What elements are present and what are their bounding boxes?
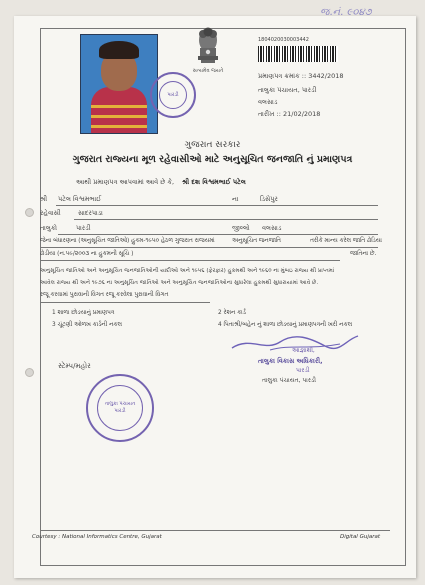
handwritten-note: જ.નં. ૯૦૪૭ xyxy=(320,7,372,18)
issue-date: તારીખ :: 21/02/2018 xyxy=(258,110,321,118)
resident-value: સાદરપાડા xyxy=(78,209,103,217)
schedule-line-a: જેના બંધારણના (અનુસૂચિત જાતિઓ) હુકમ-૧૯૫૦ હેઠળ ગુજરાત રાજયમાં xyxy=(40,238,215,244)
issuing-office: તાલુકા પંચાયત, પારડી xyxy=(258,86,317,94)
paragraph-line-1: અનુસૂચિત જાતિઓ અને અનુસૂચિત જનજાતિઓની યાદીઓ અને ૧૯૫૬ (ફેરફાર) હુકમથી અને ૧૯૬૦ ના મુંબઇ રાજ્ય થી પ્રાપ્તમાં xyxy=(40,268,335,274)
holder-name: શ્રી દશ વિશ્વમભાઈ પટેલ xyxy=(182,178,246,186)
order-reference: ઢોડીયા (ન.૫૯/૨૦૦૩ ના હુકમની સૂચિ ) xyxy=(40,251,134,257)
village-label: ના xyxy=(232,195,239,203)
office-seal: તાલુકા પંચાયત પારડી xyxy=(86,374,154,442)
underline xyxy=(58,234,378,235)
document-item: 4 પિતાશ્રી/બહેન નું શાળા છોડયાનું પ્રમાણપત્રની ખરી નકલ xyxy=(218,322,352,328)
signature-line-4: તાલુકા પંચાયત, પારડી xyxy=(262,377,316,384)
document-item: 1 શાળા છોડયાનું પ્રમાણપત્ર xyxy=(52,310,115,316)
government-heading: ગુજરાત સરકાર xyxy=(184,140,241,150)
certificate-title: ગુજરાત રાજ્યના મૂળ રહેવાસીઓ માટે અનુસૂચિત જનજાતિ નું પ્રમાણપત્ર xyxy=(72,154,353,165)
national-emblem-icon xyxy=(192,26,224,68)
underline xyxy=(56,205,378,206)
stamp-label: સ્ટેમ્પ/મહોર xyxy=(58,362,91,370)
footer-courtesy: Courtesy : National Informatics Centre, Gujarat xyxy=(32,534,162,540)
signature-line-3: પારડી xyxy=(296,367,310,374)
barcode xyxy=(258,46,338,62)
intro-text: આથી પ્રમાણપત્ર આપવામાં આવે છે કે, xyxy=(76,178,175,186)
document-item: 2 રેશન કાર્ડ xyxy=(218,310,246,316)
footer-rule xyxy=(40,530,390,531)
footer-brand: Digital Gujarat xyxy=(340,534,381,540)
applicant-photo xyxy=(80,34,158,134)
signature-line-1: આજ્ઞાથી, xyxy=(292,347,315,354)
paragraph-line-2: આવેલ રાજ્ય થી અને ૧૯૭૬ ના અનુસૂચિત જાતિઓ અને અનુસૂચિત જનજાતિઓના સુધારેલા હુકમથી સુધારાયામાં આવે છે. xyxy=(40,280,319,286)
district-value: વલસાડ xyxy=(262,224,282,232)
taluka-value: પારડી xyxy=(76,224,91,232)
schedule-line-b: અનુસૂચિત જનજાતિ xyxy=(232,238,281,244)
barcode-number: 1804020030003442 xyxy=(258,37,309,43)
underline xyxy=(74,219,378,220)
office-seal-photo: પારડી xyxy=(150,72,196,118)
cert-number: પ્રમાણપત્ર ક્રમાંક :: 3442/2018 xyxy=(258,72,344,80)
underline xyxy=(40,247,378,248)
document-item: 3 ચૂંટણી ઓળખ કાર્ડની નકલ xyxy=(52,322,122,328)
punch-hole xyxy=(25,208,34,217)
name-prefix: શ્રી xyxy=(40,195,48,203)
documents-heading: રજૂ કરવામાં પુરાવાની વિગત રજૂ કરવેલા પુરાવાની વિગત xyxy=(40,292,169,298)
father-name: પટેલ વિશ્વમભાઈ xyxy=(58,195,102,203)
underline xyxy=(40,302,210,303)
signature-line-2: તાલુકા વિકાસ અધિકારી, xyxy=(258,357,323,365)
village-value: ડિસેપુર xyxy=(260,195,278,203)
punch-hole xyxy=(25,368,34,377)
taluka-label: તાલુકો xyxy=(40,224,58,232)
caste-suffix: જાતિના છે. xyxy=(350,251,377,257)
resident-label: રહેવાસી xyxy=(40,209,61,217)
issuing-district: વલસાડ xyxy=(258,98,278,106)
emblem-caption: સત્યમેવ જયતે xyxy=(192,68,224,74)
schedule-line-c: તરીકે માન્ય કરેલ જાતિ ઢોડિયા xyxy=(310,238,382,244)
underline xyxy=(40,260,340,261)
district-label: જીલ્લો xyxy=(232,224,250,232)
